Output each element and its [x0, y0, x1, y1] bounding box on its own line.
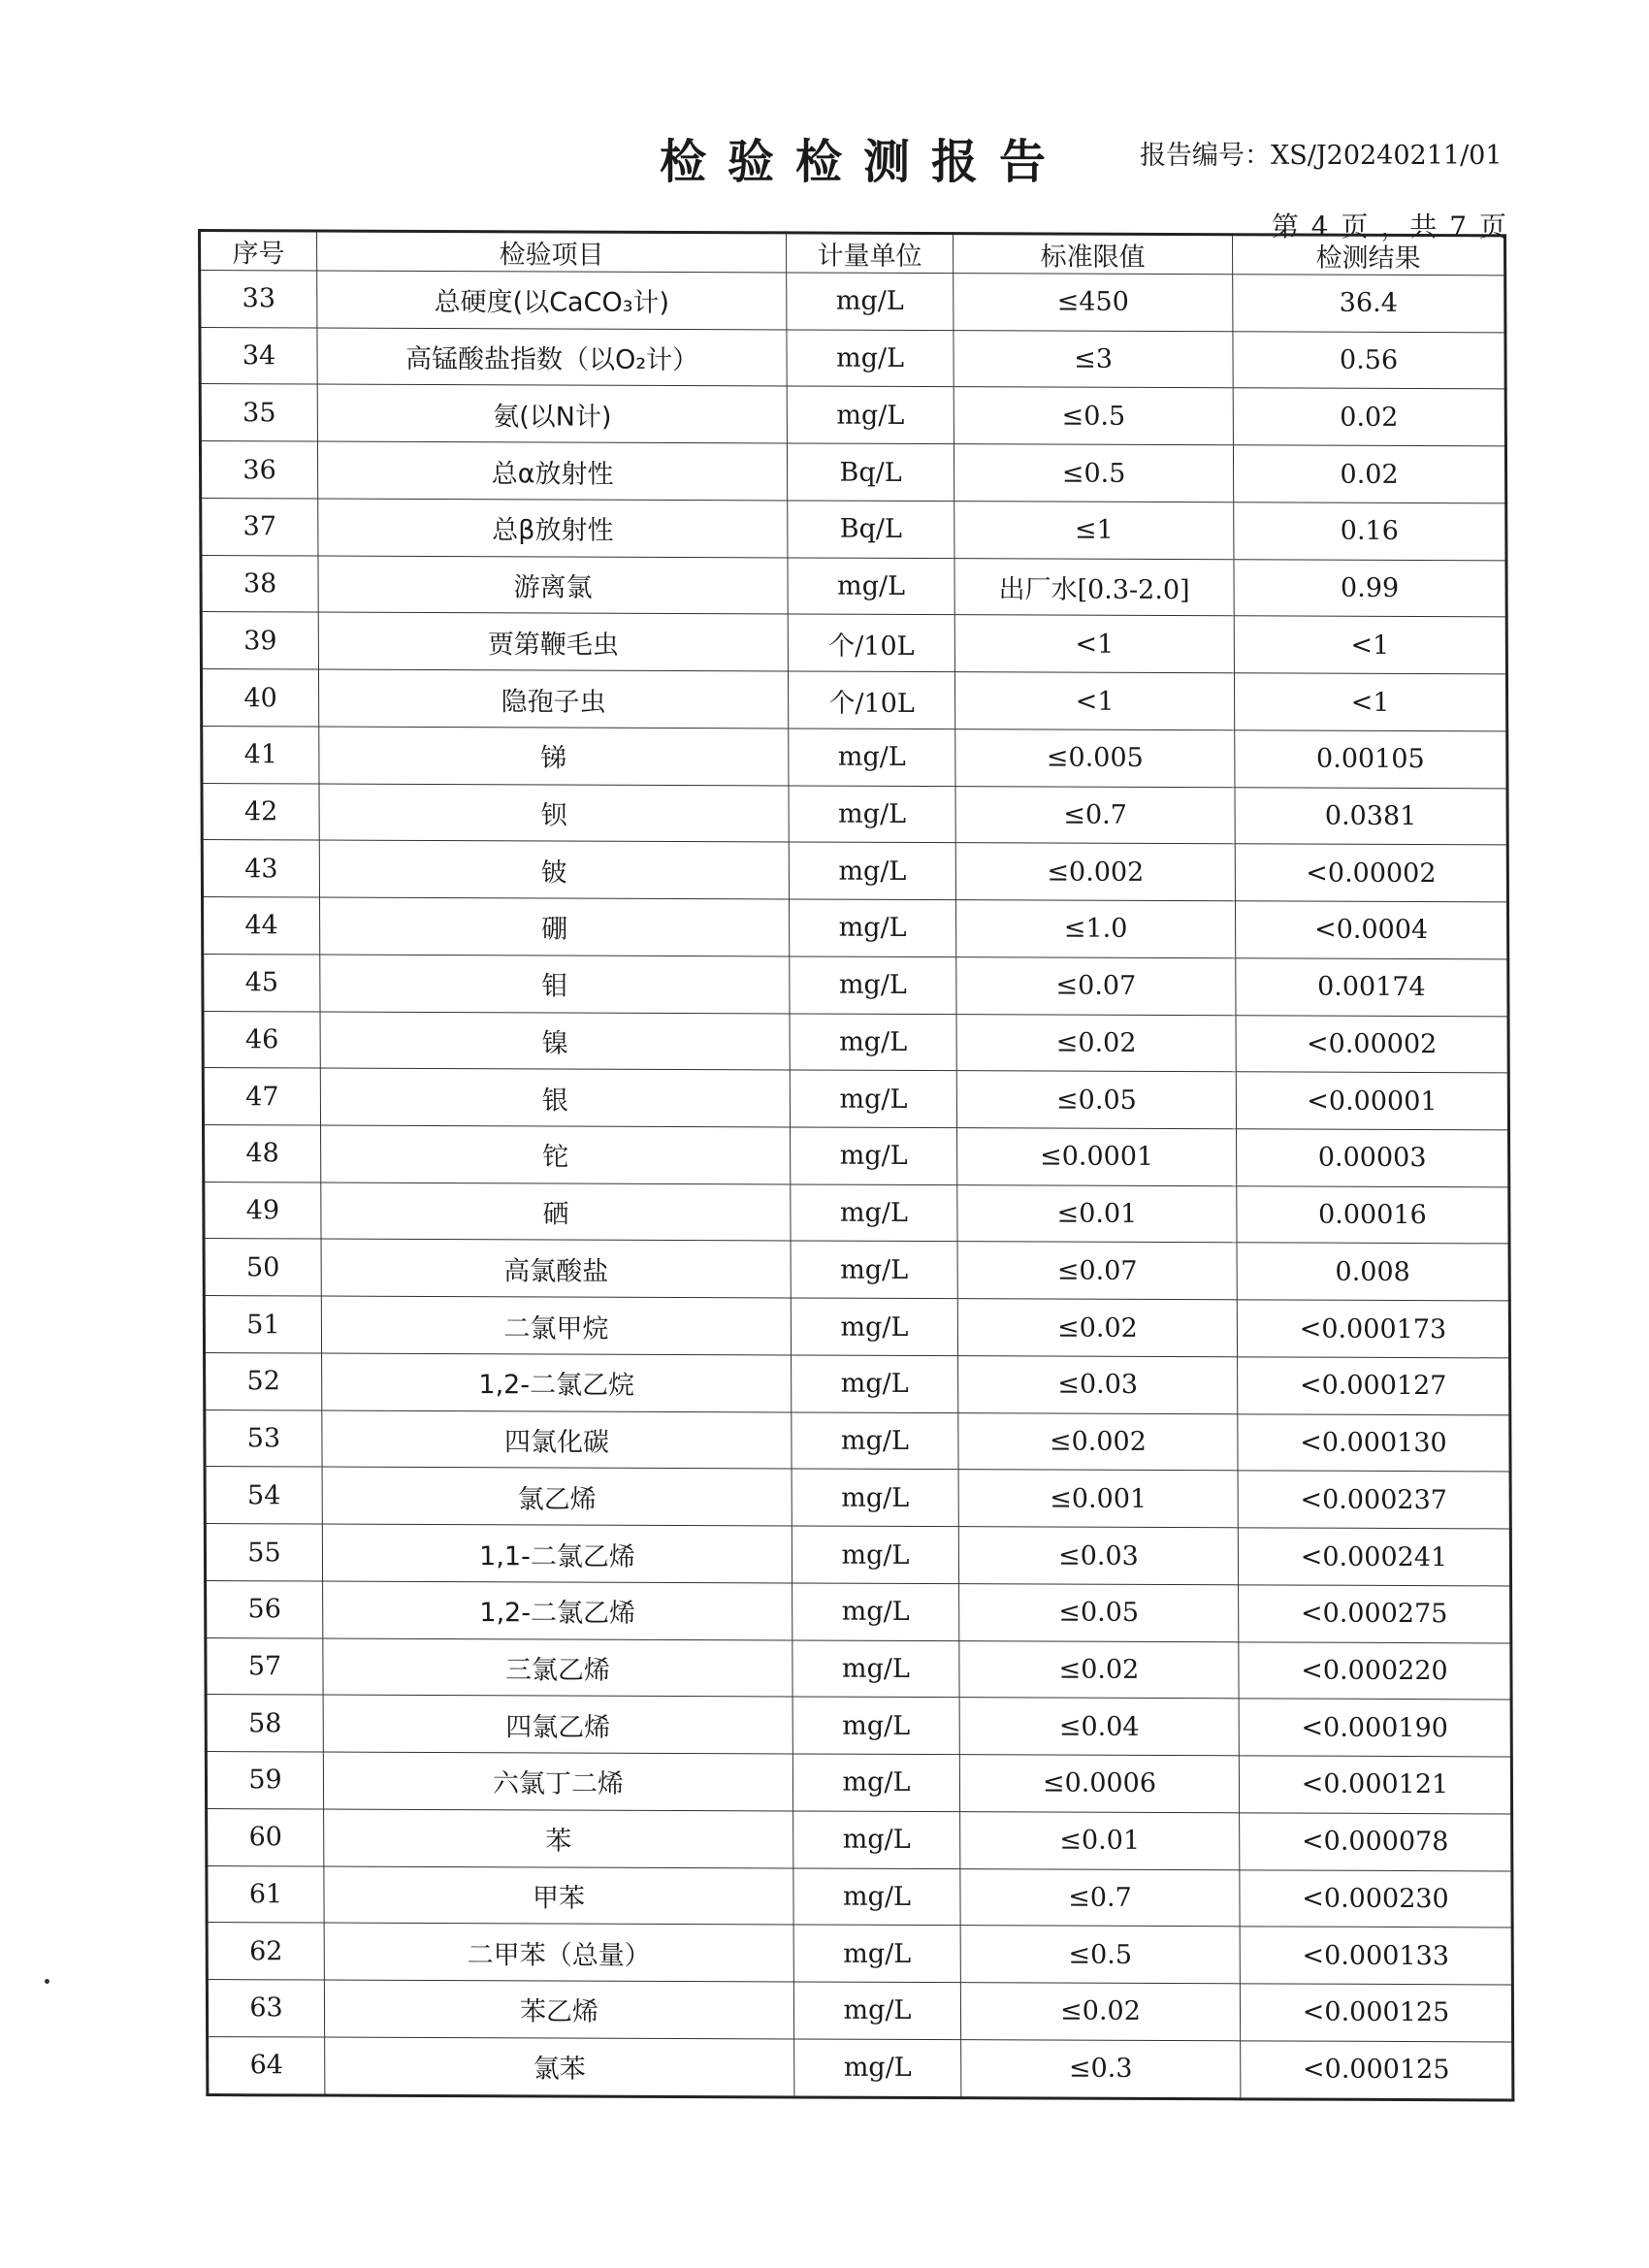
test-item-cell: 硼 — [320, 897, 790, 956]
test-result-cell: <0.000237 — [1238, 1471, 1510, 1529]
standard-limit-cell: ≤3 — [954, 330, 1233, 388]
test-item-cell: 高氯酸盐 — [321, 1240, 791, 1299]
standard-limit-cell: ≤0.0006 — [959, 1755, 1239, 1813]
row-number-cell: 55 — [205, 1524, 322, 1581]
standard-limit-cell: ≤0.07 — [957, 1242, 1237, 1300]
unit-cell: mg/L — [789, 786, 955, 843]
test-result-cell: 0.00003 — [1237, 1129, 1509, 1187]
test-item-cell: 总α放射性 — [317, 441, 787, 501]
column-header-number: 序号 — [200, 231, 317, 271]
test-item-cell: 铊 — [321, 1125, 791, 1184]
table-row — [200, 327, 1505, 389]
column-header-limit: 标准限值 — [953, 234, 1232, 275]
table-row — [204, 1296, 1509, 1358]
row-number-cell: 59 — [206, 1752, 323, 1809]
row-number-cell: 53 — [205, 1409, 322, 1467]
test-result-cell: <0.00002 — [1235, 844, 1507, 902]
test-item-cell: 游离氯 — [318, 556, 788, 615]
unit-cell: mg/L — [792, 1640, 959, 1698]
table-row — [207, 1808, 1512, 1870]
test-result-cell: 36.4 — [1233, 275, 1505, 333]
unit-cell: mg/L — [792, 1469, 958, 1526]
report-number: 报告编号：XS/J20240211/01 — [1140, 141, 1503, 171]
unit-cell: Bq/L — [788, 501, 954, 558]
table-body — [200, 271, 1513, 2100]
test-result-cell: <0.00001 — [1236, 1072, 1508, 1130]
test-item-cell: 总硬度(以CaCO₃计) — [317, 271, 787, 330]
standard-limit-cell: ≤0.05 — [959, 1584, 1239, 1642]
row-number-cell: 36 — [200, 441, 317, 499]
table-row — [208, 2036, 1513, 2100]
test-result-cell: <0.000125 — [1241, 2041, 1513, 2100]
test-item-cell: 硒 — [321, 1183, 791, 1242]
test-result-cell: <0.00002 — [1236, 1015, 1508, 1073]
standard-limit-cell: ≤0.002 — [955, 843, 1235, 901]
unit-cell: mg/L — [793, 1982, 960, 2039]
row-number-cell: 62 — [207, 1923, 324, 1980]
test-item-cell: 六氯丁二烯 — [323, 1752, 792, 1811]
row-number-cell: 48 — [204, 1125, 321, 1183]
table-row — [204, 1182, 1509, 1244]
unit-cell: mg/L — [791, 1241, 957, 1298]
row-number-cell: 56 — [206, 1580, 323, 1637]
table-row — [206, 1580, 1511, 1642]
unit-cell: mg/L — [789, 899, 955, 956]
standard-limit-cell: ≤0.3 — [961, 2039, 1241, 2098]
test-item-cell: 隐孢子虫 — [318, 669, 788, 729]
row-number-cell: 39 — [201, 612, 318, 669]
test-result-cell: <0.0004 — [1235, 901, 1507, 959]
row-number-cell: 44 — [203, 897, 320, 955]
test-result-cell: 0.00105 — [1235, 730, 1507, 789]
unit-cell: mg/L — [788, 558, 954, 615]
unit-cell: mg/L — [787, 273, 954, 330]
table-row — [206, 1752, 1511, 1814]
test-item-cell: 甲苯 — [324, 1866, 793, 1926]
unit-cell: mg/L — [789, 729, 955, 786]
scan-speck — [45, 1979, 49, 1984]
row-number-cell: 63 — [207, 1980, 324, 2037]
test-item-cell: 二氯甲烷 — [321, 1296, 791, 1355]
table-row — [200, 441, 1505, 503]
row-number-cell: 37 — [201, 498, 318, 555]
test-item-cell: 贾第鞭毛虫 — [318, 612, 788, 671]
standard-limit-cell: ≤0.002 — [958, 1412, 1238, 1471]
table-header — [200, 231, 1505, 275]
standard-limit-cell: ≤0.5 — [954, 387, 1233, 445]
unit-cell: mg/L — [790, 1014, 956, 1071]
unit-cell: mg/L — [792, 1355, 958, 1412]
standard-limit-cell: <1 — [954, 672, 1234, 730]
test-item-cell: 1,2-二氯乙烯 — [323, 1581, 792, 1640]
table-row — [201, 498, 1506, 560]
test-item-cell: 钼 — [320, 955, 790, 1014]
standard-limit-cell: ≤0.01 — [957, 1184, 1237, 1243]
test-result-cell: <0.000130 — [1238, 1414, 1510, 1473]
table-row — [206, 1637, 1511, 1700]
standard-limit-cell: ≤450 — [954, 274, 1233, 332]
standard-limit-cell: ≤0.5 — [954, 444, 1233, 502]
test-result-cell: <0.000173 — [1237, 1300, 1509, 1358]
test-result-cell: 0.02 — [1233, 388, 1505, 446]
test-result-cell: <1 — [1234, 673, 1506, 731]
table-row — [207, 1865, 1512, 1928]
standard-limit-cell: ≤0.0001 — [957, 1128, 1237, 1186]
unit-cell: mg/L — [792, 1526, 958, 1583]
header-row — [200, 231, 1505, 275]
test-result-cell: <0.000190 — [1239, 1699, 1511, 1757]
row-number-cell: 58 — [206, 1695, 323, 1752]
row-number-cell: 60 — [207, 1808, 324, 1865]
report-title: 检验检测报告 — [659, 135, 1067, 189]
row-number-cell: 54 — [205, 1467, 322, 1524]
test-result-cell: 0.99 — [1234, 559, 1506, 617]
unit-cell: mg/L — [787, 330, 954, 387]
test-item-cell: 银 — [320, 1068, 790, 1127]
unit-cell: mg/L — [791, 1127, 957, 1184]
test-item-cell: 三氯乙烯 — [323, 1638, 792, 1698]
standard-limit-cell: ≤0.02 — [957, 1299, 1237, 1357]
test-result-cell: 0.02 — [1233, 445, 1505, 503]
row-number-cell: 41 — [202, 726, 319, 783]
standard-limit-cell: ≤0.5 — [960, 1926, 1240, 1984]
standard-limit-cell: ≤0.7 — [955, 786, 1235, 844]
test-result-cell: <0.000121 — [1239, 1756, 1511, 1814]
table-row — [207, 1923, 1512, 1985]
test-item-cell: 镍 — [320, 1012, 790, 1071]
standard-limit-cell: ≤0.7 — [960, 1868, 1240, 1927]
table-row — [203, 1011, 1508, 1073]
table-row — [201, 555, 1506, 617]
row-number-cell: 40 — [201, 669, 318, 727]
table-row — [205, 1409, 1510, 1472]
standard-limit-cell: ≤1 — [954, 502, 1234, 560]
table-row — [205, 1524, 1510, 1586]
table-row — [201, 669, 1506, 731]
column-header-result: 检测结果 — [1232, 235, 1504, 275]
row-number-cell: 35 — [200, 384, 317, 441]
unit-cell: mg/L — [793, 1868, 960, 1926]
standard-limit-cell: ≤0.05 — [956, 1071, 1236, 1129]
row-number-cell: 61 — [207, 1865, 324, 1923]
table-row — [206, 1695, 1511, 1757]
test-item-cell: 总β放射性 — [318, 499, 788, 558]
unit-cell: 个/10L — [788, 614, 954, 671]
unit-cell: mg/L — [792, 1697, 959, 1754]
standard-limit-cell: ≤0.01 — [960, 1811, 1240, 1869]
row-number-cell: 49 — [204, 1182, 321, 1239]
row-number-cell: 52 — [205, 1352, 322, 1409]
table-row — [203, 1068, 1508, 1130]
row-number-cell: 43 — [202, 840, 319, 897]
test-item-cell: 锑 — [319, 727, 789, 786]
standard-limit-cell: ≤0.07 — [956, 956, 1236, 1015]
column-header-unit: 计量单位 — [787, 233, 954, 274]
table-row — [207, 1980, 1512, 2042]
standard-limit-cell: ≤1.0 — [955, 900, 1235, 958]
test-result-cell: <0.000241 — [1238, 1528, 1510, 1586]
test-item-cell: 二甲苯（总量） — [324, 1923, 793, 1982]
page-indicator: 第 4 页 ，共 7 页 — [1271, 211, 1508, 243]
table-row — [205, 1352, 1510, 1414]
standard-limit-cell: ≤0.02 — [960, 1983, 1240, 2041]
test-result-cell: 0.00016 — [1237, 1186, 1509, 1245]
standard-limit-cell: <1 — [954, 615, 1234, 673]
unit-cell: mg/L — [793, 1811, 960, 1868]
test-result-cell: 0.16 — [1234, 502, 1506, 561]
standard-limit-cell: ≤0.03 — [958, 1356, 1238, 1414]
test-item-cell: 铍 — [319, 840, 789, 899]
test-result-cell: <0.000275 — [1239, 1585, 1511, 1643]
unit-cell: mg/L — [792, 1754, 959, 1811]
unit-cell: mg/L — [791, 1184, 957, 1242]
unit-cell: mg/L — [789, 842, 955, 899]
standard-limit-cell: ≤0.001 — [958, 1470, 1238, 1528]
row-number-cell: 46 — [203, 1011, 320, 1068]
test-item-cell: 苯乙烯 — [324, 1980, 793, 2039]
row-number-cell: 57 — [206, 1637, 323, 1695]
unit-cell: mg/L — [794, 2039, 961, 2098]
table-row — [202, 726, 1507, 788]
table-row — [205, 1467, 1510, 1529]
test-item-cell: 钡 — [319, 784, 789, 843]
standard-limit-cell: ≤0.04 — [959, 1698, 1239, 1756]
test-result-cell: <0.000230 — [1240, 1869, 1512, 1928]
unit-cell: mg/L — [792, 1412, 958, 1470]
unit-cell: mg/L — [787, 386, 954, 443]
row-number-cell: 34 — [200, 327, 317, 384]
unit-cell: mg/L — [791, 1298, 957, 1355]
test-result-cell: <0.000078 — [1240, 1813, 1512, 1871]
unit-cell: mg/L — [792, 1583, 959, 1640]
row-number-cell: 64 — [208, 2036, 325, 2095]
test-item-cell: 苯 — [324, 1809, 793, 1868]
table-row — [203, 954, 1508, 1016]
table-row — [203, 897, 1508, 959]
standard-limit-cell: ≤0.005 — [955, 729, 1235, 788]
column-header-item: 检验项目 — [317, 231, 787, 273]
test-result-cell: 0.008 — [1237, 1243, 1509, 1301]
unit-cell: 个/10L — [788, 671, 954, 729]
row-number-cell: 42 — [202, 783, 319, 840]
table-row — [202, 840, 1507, 902]
test-item-cell: 四氯化碳 — [322, 1410, 792, 1470]
standard-limit-cell: ≤0.02 — [956, 1014, 1236, 1072]
test-item-cell: 氨(以N计) — [317, 384, 787, 443]
row-number-cell: 38 — [201, 555, 318, 612]
test-result-cell: <0.000220 — [1239, 1641, 1511, 1700]
unit-cell: mg/L — [793, 1925, 960, 1982]
standard-limit-cell: ≤0.02 — [959, 1640, 1239, 1699]
unit-cell: Bq/L — [787, 443, 954, 501]
table-row — [201, 612, 1506, 674]
row-number-cell: 47 — [203, 1068, 320, 1125]
test-item-cell: 氯乙烯 — [322, 1467, 792, 1526]
results-table — [198, 229, 1514, 2101]
table-row — [200, 384, 1505, 446]
test-result-cell: 0.0381 — [1235, 787, 1507, 845]
test-result-cell: <0.000133 — [1240, 1927, 1512, 1985]
row-number-cell: 45 — [203, 954, 320, 1011]
test-item-cell: 1,1-二氯乙烯 — [322, 1524, 792, 1583]
test-item-cell: 高锰酸盐指数（以O₂计） — [317, 328, 787, 387]
standard-limit-cell: ≤0.03 — [958, 1527, 1238, 1585]
table-row — [200, 271, 1505, 333]
test-item-cell: 四氯乙烯 — [323, 1695, 792, 1754]
test-result-cell: 0.00174 — [1236, 958, 1508, 1017]
table-row — [202, 783, 1507, 845]
test-result-cell: <1 — [1234, 616, 1506, 674]
standard-limit-cell: 出厂水[0.3-2.0] — [954, 558, 1234, 616]
table-row — [204, 1125, 1509, 1187]
test-result-cell: <0.000127 — [1238, 1357, 1510, 1415]
unit-cell: mg/L — [790, 1070, 956, 1127]
row-number-cell: 50 — [204, 1239, 321, 1296]
test-result-cell: <0.000125 — [1240, 1984, 1512, 2042]
unit-cell: mg/L — [790, 956, 956, 1014]
row-number-cell: 33 — [200, 271, 317, 328]
test-item-cell: 1,2-二氯乙烷 — [322, 1353, 792, 1412]
table-row — [204, 1239, 1509, 1301]
test-item-cell: 氯苯 — [325, 2037, 794, 2097]
row-number-cell: 51 — [204, 1296, 321, 1353]
test-result-cell: 0.56 — [1233, 332, 1505, 390]
